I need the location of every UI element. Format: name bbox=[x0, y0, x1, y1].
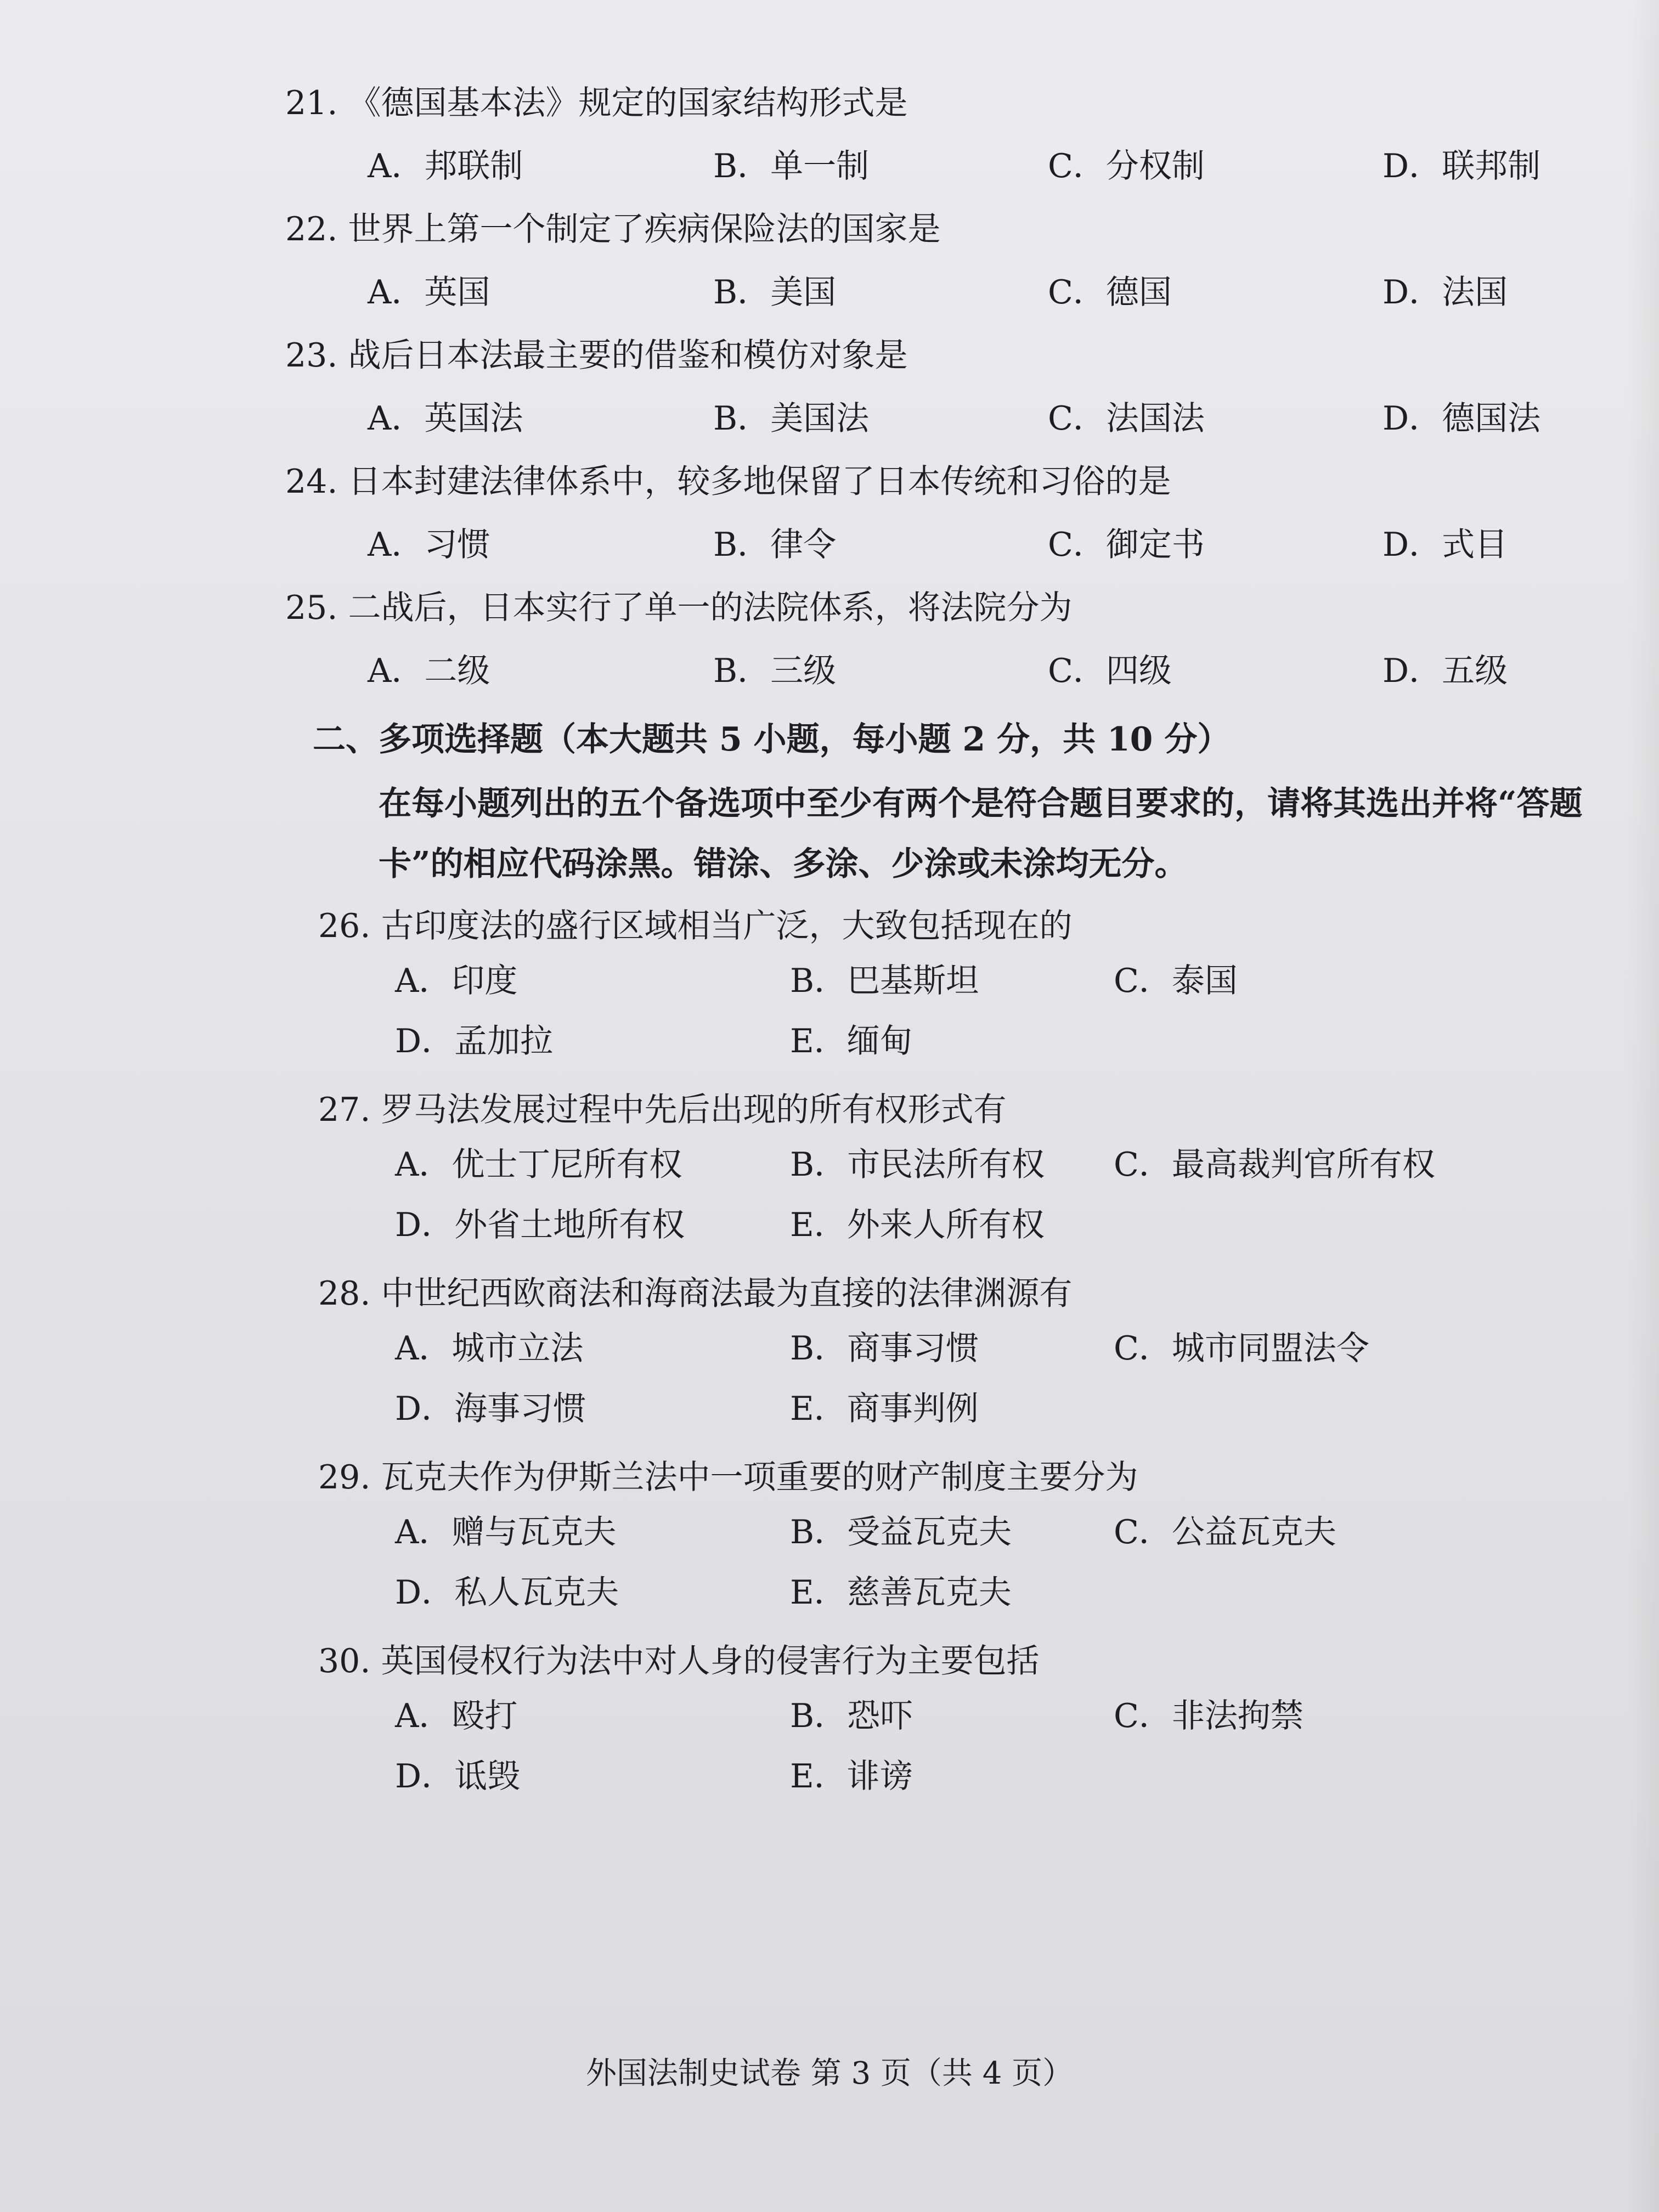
question-30 bbox=[285, 1640, 1629, 1824]
option-c: C．分权制 bbox=[1048, 147, 1205, 185]
question-number: 26. bbox=[318, 907, 371, 945]
option-e: E．外来人所有权 bbox=[790, 1206, 1045, 1244]
question-number: 21. bbox=[285, 84, 338, 122]
option-d: D．诋毁 bbox=[395, 1757, 521, 1796]
option-c: C．非法拘禁 bbox=[1114, 1697, 1304, 1735]
question-number: 24. bbox=[285, 462, 338, 501]
question-text: 战后日本法最主要的借鉴和模仿对象是 bbox=[348, 336, 908, 375]
option-d: D．五级 bbox=[1383, 652, 1508, 690]
option-b: B．美国法 bbox=[713, 399, 870, 438]
question-stem bbox=[285, 82, 908, 124]
question-text: 二战后，日本实行了单一的法院体系，将法院分为 bbox=[348, 589, 1073, 627]
question-stem bbox=[318, 1640, 1040, 1682]
question-text: 世界上第一个制定了疾病保险法的国家是 bbox=[348, 210, 941, 249]
option-d: D．联邦制 bbox=[1383, 147, 1541, 185]
option-b: B．三级 bbox=[713, 652, 837, 690]
question-number: 29. bbox=[318, 1458, 371, 1497]
option-a: A．英国法 bbox=[368, 399, 523, 438]
section-instruction: 在每小题列出的五个备选项中至少有两个是符合题目要求的，请将其选出并将“答题卡”的相应代码涂黑。错涂、多涂、少涂或未涂均无分。 bbox=[379, 785, 1583, 883]
question-27 bbox=[285, 1089, 1629, 1273]
option-e: E．诽谤 bbox=[790, 1757, 913, 1796]
option-c: C．泰国 bbox=[1114, 962, 1238, 1000]
multi-choice-section bbox=[285, 905, 1629, 1824]
question-stem bbox=[285, 587, 1073, 629]
question-text: 罗马法发展过程中先后出现的所有权形式有 bbox=[381, 1091, 1007, 1129]
option-c: C．城市同盟法令 bbox=[1114, 1329, 1369, 1368]
section-2-header bbox=[285, 719, 1629, 905]
option-a: A．二级 bbox=[368, 652, 490, 690]
option-d: D．私人瓦克夫 bbox=[395, 1573, 619, 1612]
option-b: B．市民法所有权 bbox=[790, 1146, 1045, 1184]
option-a: A．习惯 bbox=[368, 526, 490, 564]
option-d: D．海事习惯 bbox=[395, 1390, 586, 1428]
option-d: D．法国 bbox=[1383, 273, 1508, 312]
question-21 bbox=[285, 82, 1629, 208]
option-b: B．巴基斯坦 bbox=[790, 962, 979, 1000]
option-a: A．城市立法 bbox=[395, 1329, 584, 1368]
question-number: 23. bbox=[285, 336, 338, 375]
question-22 bbox=[285, 208, 1629, 335]
option-e: E．缅甸 bbox=[790, 1022, 913, 1060]
question-text: 瓦克夫作为伊斯兰法中一项重要的财产制度主要分为 bbox=[381, 1458, 1138, 1497]
option-b: B．受益瓦克夫 bbox=[790, 1513, 1012, 1551]
option-a: A．优士丁尼所有权 bbox=[395, 1146, 682, 1184]
option-c: C．德国 bbox=[1048, 273, 1172, 312]
option-b: B．单一制 bbox=[713, 147, 870, 185]
question-stem bbox=[285, 335, 908, 376]
single-choice-section bbox=[285, 82, 1629, 713]
question-29 bbox=[285, 1457, 1629, 1640]
question-text: 中世纪西欧商法和海商法最为直接的法律渊源有 bbox=[381, 1274, 1073, 1313]
page-edge-shadow bbox=[1626, 0, 1659, 2212]
option-b: B．恐吓 bbox=[790, 1697, 913, 1735]
question-26 bbox=[285, 905, 1629, 1089]
option-d: D．式目 bbox=[1383, 526, 1508, 564]
question-number: 25. bbox=[285, 589, 338, 627]
question-text: 英国侵权行为法中对人身的侵害行为主要包括 bbox=[381, 1642, 1040, 1680]
question-28 bbox=[285, 1273, 1629, 1457]
option-c: C．最高裁判官所有权 bbox=[1114, 1146, 1435, 1184]
option-d: D．德国法 bbox=[1383, 399, 1541, 438]
question-text: 《德国基本法》规定的国家结构形式是 bbox=[348, 84, 908, 122]
question-24 bbox=[285, 461, 1629, 587]
option-c: C．公益瓦克夫 bbox=[1114, 1513, 1336, 1551]
option-c: C．御定书 bbox=[1048, 526, 1205, 564]
option-b: B．律令 bbox=[713, 526, 837, 564]
question-stem bbox=[318, 1457, 1138, 1498]
option-d: D．孟加拉 bbox=[395, 1022, 554, 1060]
option-a: A．殴打 bbox=[395, 1697, 518, 1735]
option-d: D．外省土地所有权 bbox=[395, 1206, 685, 1244]
question-stem bbox=[285, 461, 1171, 503]
option-e: E．慈善瓦克夫 bbox=[790, 1573, 1012, 1612]
page-footer: 外国法制史试卷 第 3 页（共 4 页） bbox=[585, 2056, 1074, 2091]
question-stem bbox=[318, 1273, 1073, 1314]
option-a: A．赠与瓦克夫 bbox=[395, 1513, 617, 1551]
option-a: A．邦联制 bbox=[368, 147, 523, 185]
question-number: 28. bbox=[318, 1274, 371, 1313]
option-e: E．商事判例 bbox=[790, 1390, 979, 1428]
question-text: 古印度法的盛行区域相当广泛，大致包括现在的 bbox=[381, 907, 1073, 945]
question-23 bbox=[285, 335, 1629, 461]
option-a: A．印度 bbox=[395, 962, 518, 1000]
option-c: C．法国法 bbox=[1048, 399, 1205, 438]
question-number: 27. bbox=[318, 1091, 371, 1129]
option-c: C．四级 bbox=[1048, 652, 1172, 690]
exam-content bbox=[285, 82, 1629, 1824]
question-stem bbox=[318, 1089, 1007, 1131]
question-number: 22. bbox=[285, 210, 338, 249]
question-stem bbox=[318, 905, 1073, 947]
option-b: B．美国 bbox=[713, 273, 837, 312]
section-title: 二、多项选择题（本大题共 5 小题，每小题 2 分，共 10 分） bbox=[313, 720, 1231, 759]
question-number: 30. bbox=[318, 1642, 371, 1680]
question-text: 日本封建法律体系中，较多地保留了日本传统和习俗的是 bbox=[348, 462, 1171, 501]
question-25 bbox=[285, 587, 1629, 713]
option-b: B．商事习惯 bbox=[790, 1329, 979, 1368]
question-stem bbox=[285, 208, 941, 250]
option-a: A．英国 bbox=[368, 273, 490, 312]
